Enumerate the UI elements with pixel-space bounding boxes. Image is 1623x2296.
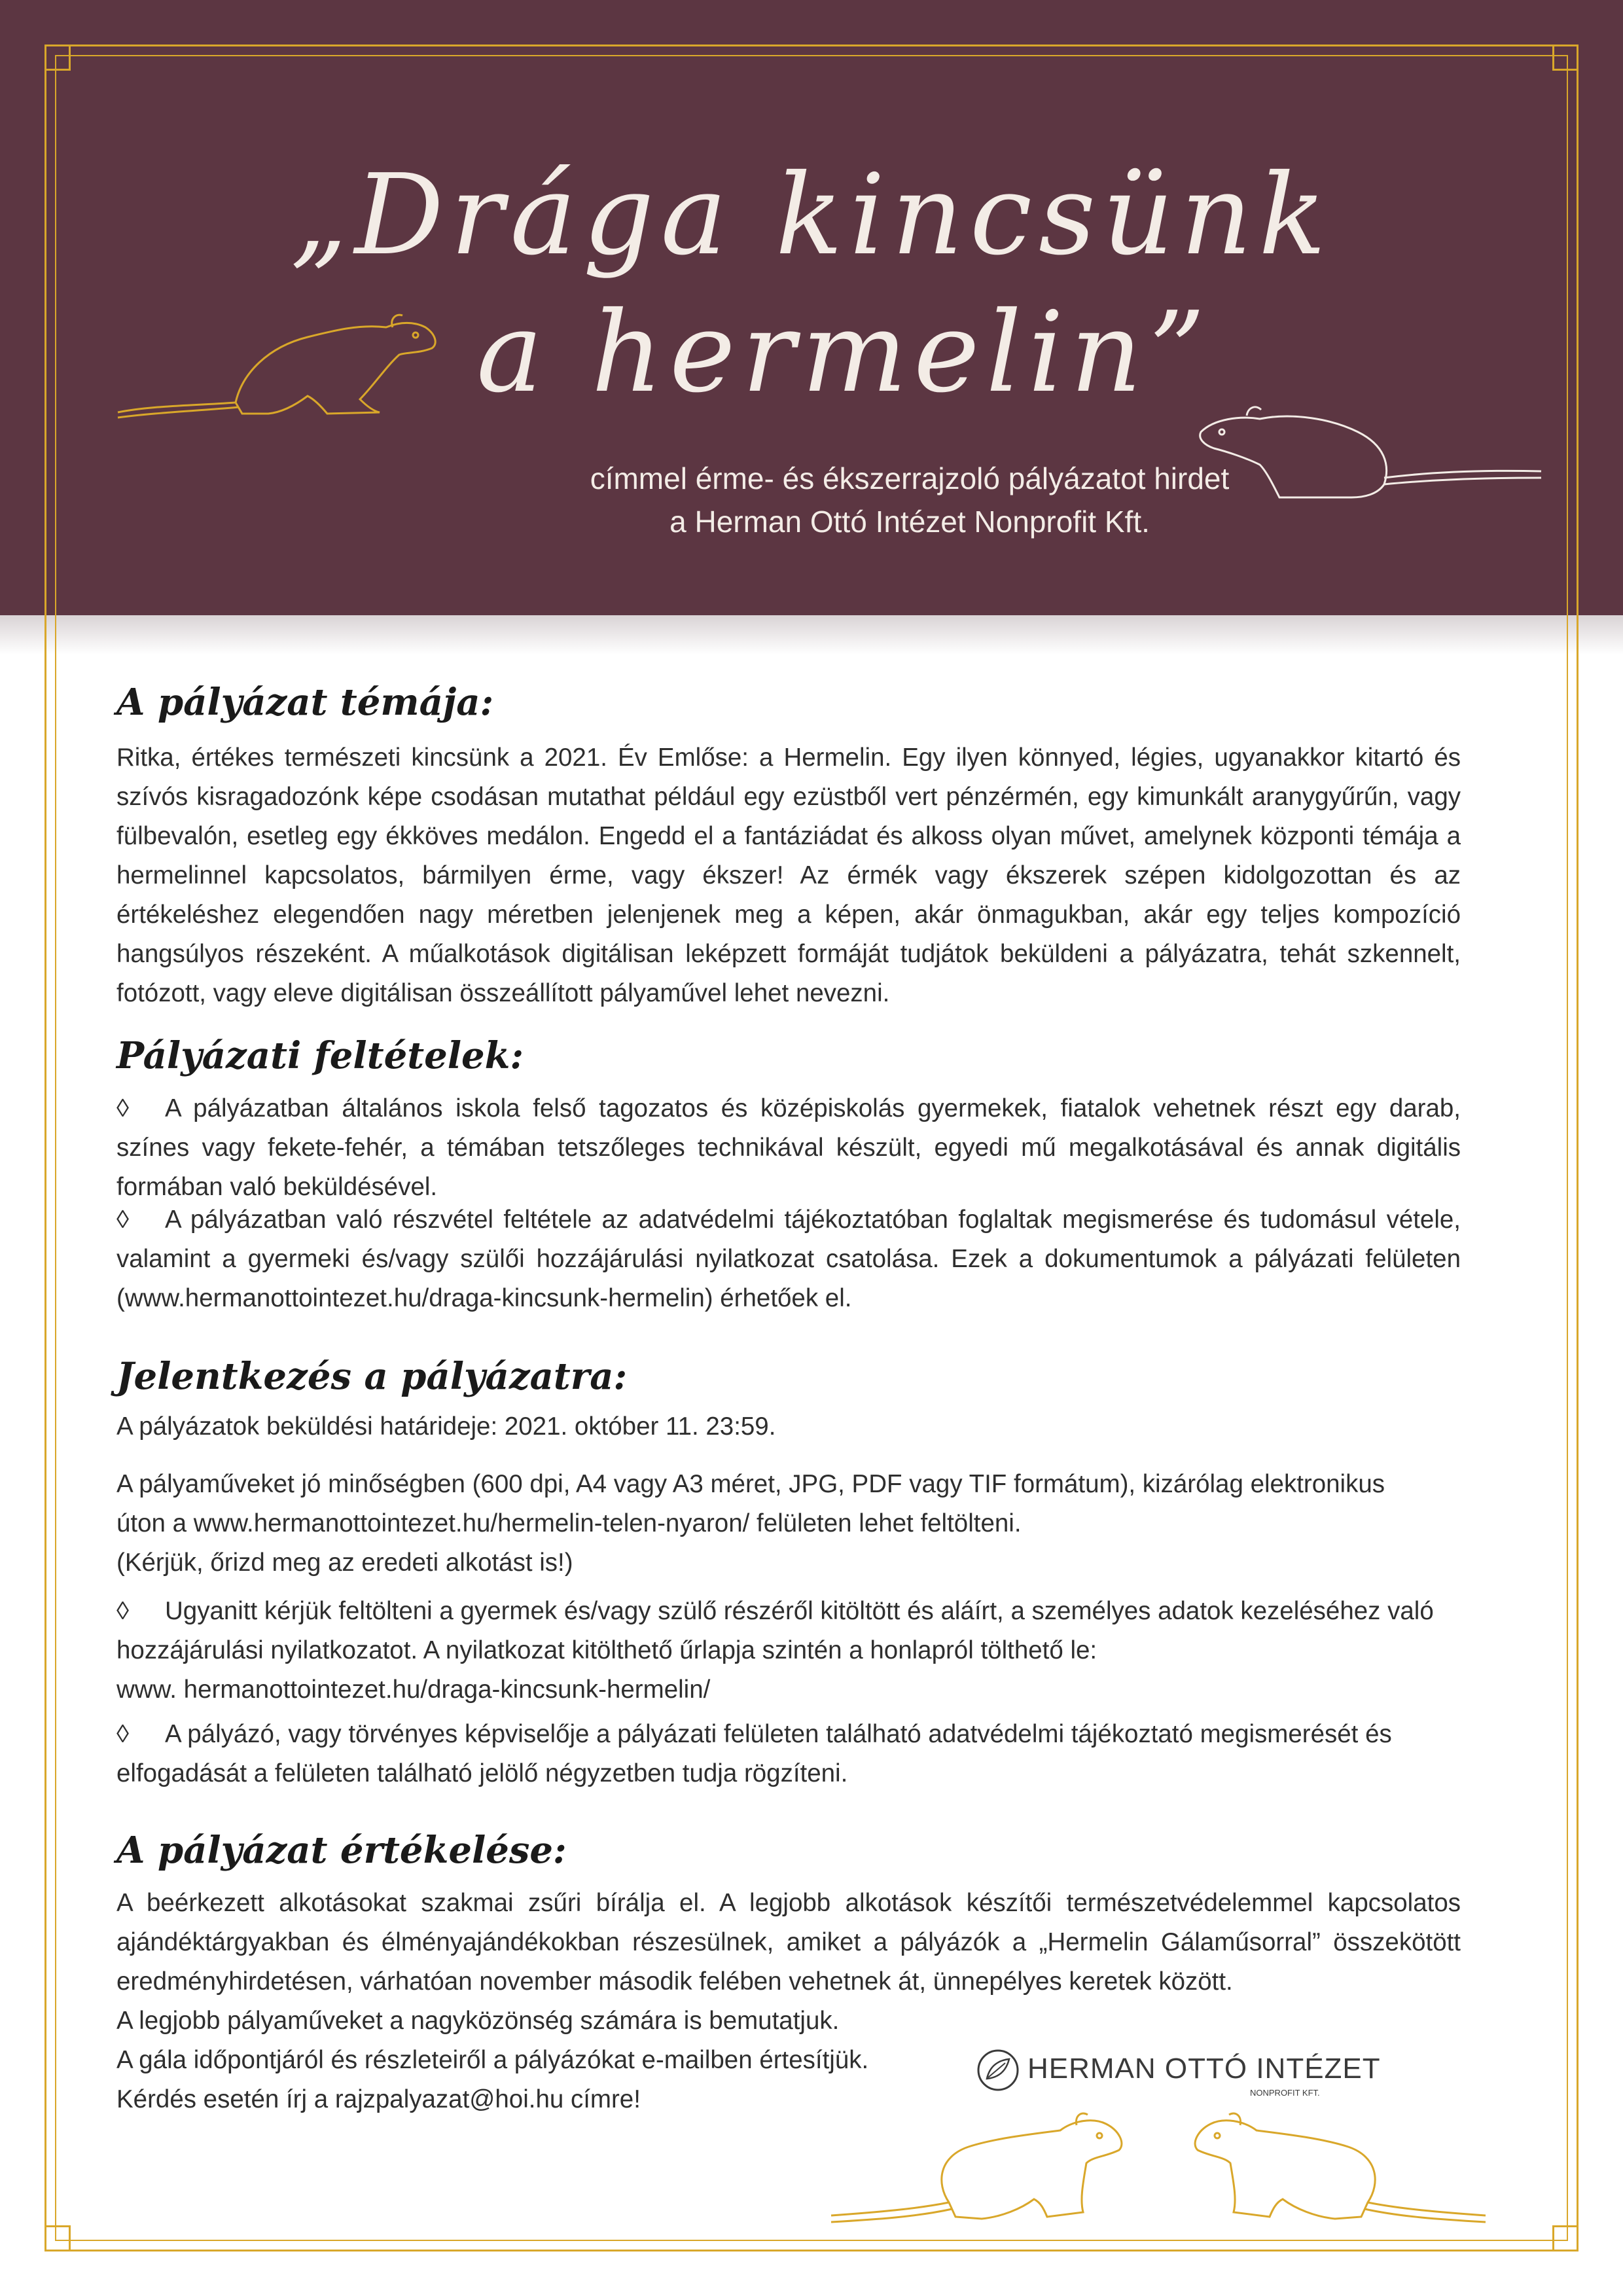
diamond-bullet-icon: ◊ [116, 1094, 130, 1122]
application-bullet-1-line-3: www. hermanottointezet.hu/draga-kincsunk-hermelin/ [116, 1676, 711, 1704]
logo-name: HERMAN OTTÓ INTÉZET [1027, 2053, 1381, 2085]
section-title-theme: A pályázat témája: [116, 681, 494, 724]
ermine-gold-illustration [111, 308, 452, 432]
herman-otto-logo [975, 2042, 1381, 2101]
subtitle-line-1: címmel érme- és ékszerrajzoló pályázatot hirdet [590, 461, 1230, 495]
ermine-gold-bottom-right-illustration [1178, 2104, 1492, 2235]
title-line-1: „Drága kincsünk [290, 151, 1333, 280]
theme-paragraph: Ritka, értékes természeti kincsünk a 2021. Év Emlőse: a Hermelin. Egy ilyen könnyed, légies, ugyanakkor kitartó és szívós kisragadozónk képe csodásan mutathat például egy ezüstből vert pénzérmén, egy kimunkált aranygyűrűn, vagy fülbevalón, esetleg egy ékköves medálon. Engedd el a fantáziádat és alkoss olyan művet, amelynek központi témája a hermelinnel kapcsolatos, bármilyen érme, vagy ékszer! Az érmék vagy ékszerek szépen kidolgozottan és az értékeléshez elegendően nagy méretben jelenjenek meg a képen, akár önmagukban, akár egy teljes kompozíció hangsúlyos részeként. A műalkotások digitálisan leképzett formáját tudjátok beküldeni a pályázatra, tehát szkennelt, fotózott, vagy eleve digitálisan összeállított pályaművel lehet nevezni. [116, 744, 1461, 1007]
application-bullet-1-line-1 [116, 1592, 1434, 1631]
upload-line-3: (Kérjük, őrizd meg az eredeti alkotást is!) [116, 1549, 573, 1577]
application-bullet-2-text-1: A pályázó, vagy törvényes képviselője a pályázati felületen található adatvédelmi tájékoztató megismerését és [165, 1720, 1392, 1748]
section-title-conditions: Pályázati feltételek: [116, 1034, 524, 1077]
evaluation-line-2: A legjobb pályaműveket a nagyközönség számára is bemutatjuk. [116, 2007, 840, 2035]
leaf-circle-icon [975, 2047, 1021, 2093]
diamond-bullet-icon: ◊ [116, 1597, 130, 1625]
frame-corner-top-right [1552, 45, 1578, 71]
conditions-bullet-2 [116, 1200, 1461, 1318]
conditions-bullet-1 [116, 1089, 1461, 1207]
ermine-gold-bottom-left-illustration [825, 2104, 1139, 2235]
title-line-2: a hermelin” [476, 288, 1212, 418]
application-bullet-2-line-2: elfogadását a felületen található jelölő négyzetben tudja rögzíteni. [116, 1759, 848, 1787]
section-title-evaluation: A pályázat értékelése: [116, 1829, 567, 1872]
diamond-bullet-icon: ◊ [116, 1720, 130, 1748]
section-title-application: Jelentkezés a pályázatra: [116, 1355, 628, 1398]
upload-line-1: A pályaműveket jó minőségben (600 dpi, A4 vagy A3 méret, JPG, PDF vagy TIF formátum), kizárólag elektronikus [116, 1470, 1385, 1498]
frame-corner-bottom-right [1552, 2225, 1578, 2251]
evaluation-line-3: A gála időpontjáról és részleteiről a pályázókat e-mailben értesítjük. [116, 2046, 869, 2074]
subtitle-line-2: a Herman Ottó Intézet Nonprofit Kft. [669, 505, 1150, 539]
logo-sub: NONPROFIT KFT. [1250, 2088, 1320, 2098]
evaluation-line-4: Kérdés esetén írj a rajzpalyazat@hoi.hu címre! [116, 2085, 641, 2113]
deadline-text: A pályázatok beküldési határideje: 2021. október 11. 23:59. [116, 1412, 776, 1441]
evaluation-paragraph: A beérkezett alkotásokat szakmai zsűri bírálja el. A legjobb alkotások készítői természetvédelemmel kapcsolatos ajándéktárgyakban és élményajándékokban részesülnek, amiket a pályázók a „Hermelin Gálaműsorral” összekötött eredményhirdetésen, várhatóan november második felében vehetnek át, ünnepélyes keretek között. [116, 1889, 1461, 1996]
frame-corner-bottom-left [45, 2225, 71, 2251]
conditions-bullet-1-text: A pályázatban általános iskola felső tagozatos és középiskolás gyermekek, fiatalok vehetnek részt egy darab, színes vagy fekete-fehér, a témában tetszőleges technikával készült, egyedi mű megalkotásával és annak digitális formában való beküldésével. [116, 1094, 1461, 1201]
conditions-bullet-2-text: A pályázatban való részvétel feltétele az adatvédelmi tájékoztatóban foglaltak megismerése és tudomásul vétele, valamint a gyermeki és/vagy szülői hozzájárulási nyilatkozat csatolása. Ezek a dokumentumok a pályázati felületen (www.hermanottointezet.hu/draga-kincsunk-hermelin) érhetőek el. [116, 1206, 1461, 1312]
application-bullet-1-line-2: hozzájárulási nyilatkozatot. A nyilatkozat kitölthető űrlapja szintén a honlapról tölthető le: [116, 1636, 1097, 1664]
upload-line-2: úton a www.hermanottointezet.hu/hermelin-telen-nyaron/ felületen lehet feltölteni. [116, 1509, 1022, 1537]
frame-corner-top-left [45, 45, 71, 71]
application-bullet-1-text-1: Ugyanitt kérjük feltölteni a gyermek és/vagy szülő részéről kitöltött és aláírt, a személyes adatok kezeléséhez való [165, 1597, 1434, 1625]
diamond-bullet-icon: ◊ [116, 1206, 130, 1234]
application-bullet-2-line-1 [116, 1715, 1392, 1754]
